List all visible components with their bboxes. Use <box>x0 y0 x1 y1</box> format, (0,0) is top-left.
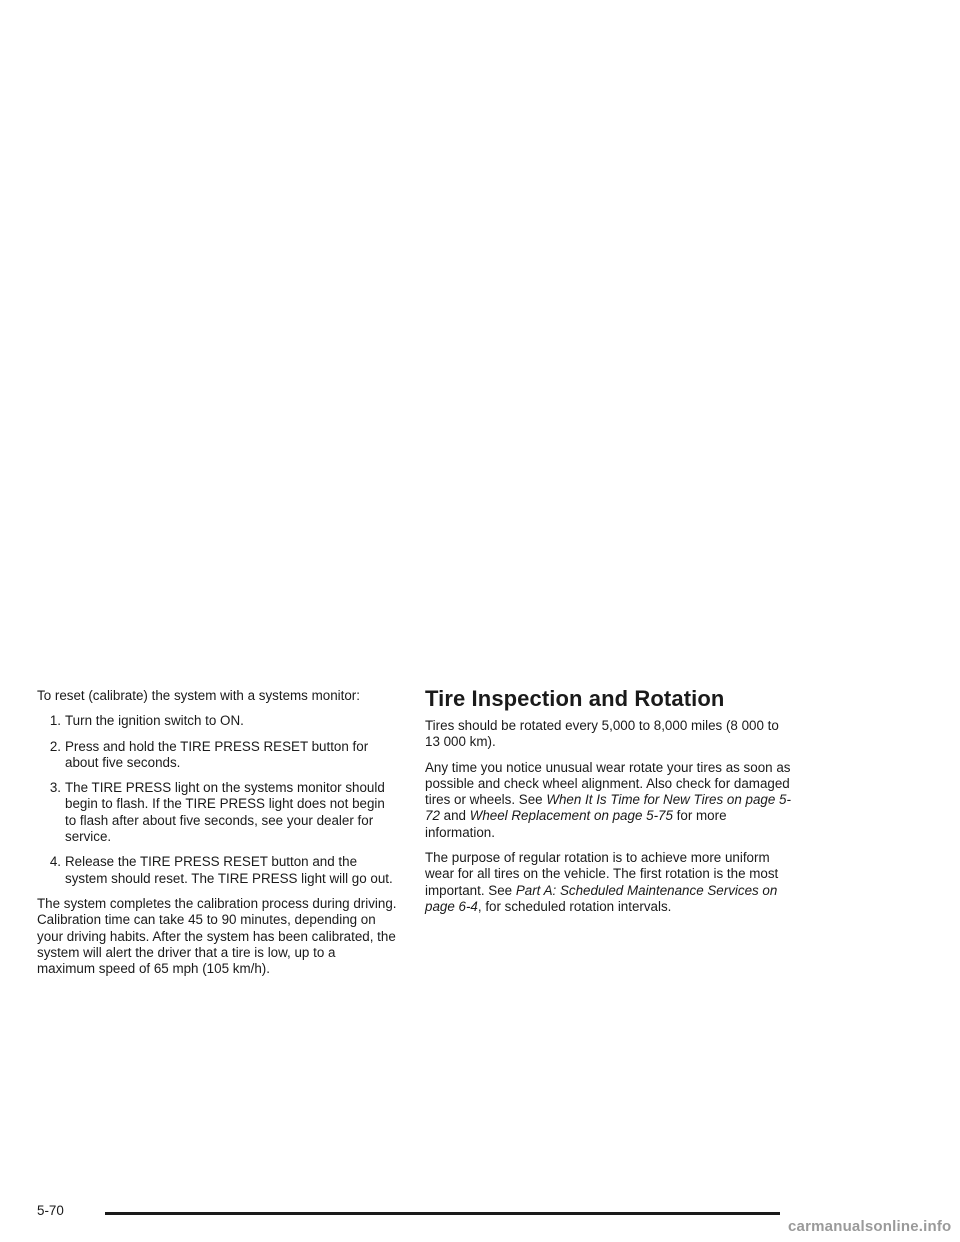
calibration-steps <box>37 713 397 887</box>
cross-reference-link[interactable]: Wheel Replacement on page 5-75 <box>469 808 673 824</box>
rotation-text: , for scheduled rotation intervals. <box>477 898 672 914</box>
step-item <box>37 854 397 887</box>
step-text: Release the TIRE PRESS RESET button and the system should reset. The TIRE PRESS light will go out. <box>65 854 393 886</box>
right-column <box>425 718 795 924</box>
step-item <box>37 739 397 772</box>
calibration-closing: The system completes the calibration process during driving. Calibration time can take 45 to 90 minutes, depending on your driving habits. After the system has been calibrated, the system will alert the driver that a tire is low, up to a maximum speed of 65 mph (105 km/h). <box>37 895 397 977</box>
step-number: 4. <box>49 854 61 870</box>
rotation-text: The purpose of regular rotation is to achieve more uniform wear for all tires on the vehicle. The first rotation is the most important. See <box>425 850 779 898</box>
step-text: The TIRE PRESS light on the systems monitor should begin to flash. If the TIRE PRESS light does not begin to flash after about five seconds, see your dealer for service. <box>65 780 385 845</box>
cross-reference-link[interactable]: When It Is Time for New Tires on page 5-72 <box>425 792 791 824</box>
footer-rule <box>105 1212 780 1215</box>
inspection-text: for more information. <box>425 808 727 840</box>
rotation-purpose-paragraph <box>425 850 795 915</box>
page-number: 5-70 <box>37 1203 64 1218</box>
rotation-interval-paragraph: Tires should be rotated every 5,000 to 8,000 miles (8 000 to 13 000 km). <box>425 718 779 750</box>
step-item <box>37 780 397 845</box>
step-text: Press and hold the TIRE PRESS RESET button for about five seconds. <box>65 738 369 770</box>
step-text: Turn the ignition switch to ON. <box>65 713 244 729</box>
inspection-text: Any time you notice unusual wear rotate your tires as soon as possible and check wheel alignment. Also check for damaged tires or wheels. See <box>425 759 791 808</box>
step-item <box>37 713 397 729</box>
section-heading: Tire Inspection and Rotation <box>425 686 725 711</box>
inspection-paragraph <box>425 760 795 841</box>
left-column <box>37 688 397 986</box>
step-number: 2. <box>49 738 61 754</box>
inspection-text: and <box>439 808 470 824</box>
cross-reference-link[interactable]: Part A: Scheduled Maintenance Services on page 6-4 <box>425 882 778 914</box>
step-number: 1. <box>49 713 61 729</box>
calibration-intro: To reset (calibrate) the system with a systems monitor: <box>37 688 360 703</box>
watermark: carmanualsonline.info <box>788 1218 952 1235</box>
step-number: 3. <box>49 780 61 796</box>
